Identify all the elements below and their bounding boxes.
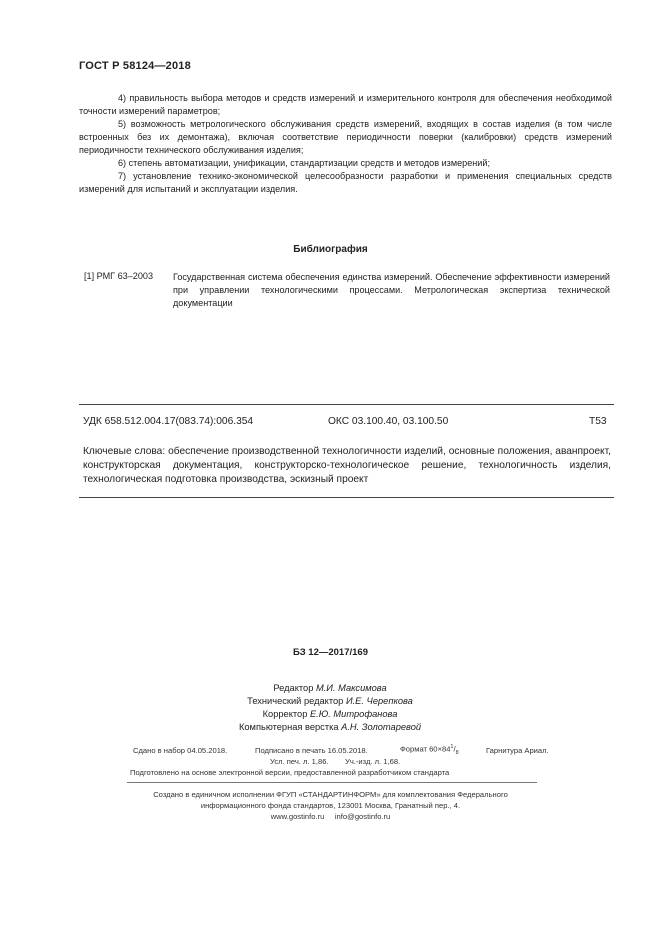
- print-typeface: Гарнитура Ариал.: [486, 746, 549, 755]
- bibliography-ref-number: [1] РМГ 63–2003: [84, 271, 154, 281]
- classification-code: Т53: [589, 416, 607, 427]
- standard-code: ГОСТ Р 58124—2018: [79, 60, 191, 72]
- publisher-sheets: Уч.-изд. л. 1,68.: [345, 757, 401, 766]
- list-item: 6) степень автоматизации, унификации, стандартизации средств и методов измерений;: [118, 158, 490, 168]
- credit-corrector: [150, 709, 510, 719]
- print-signed: Подписано в печать 16.05.2018.: [255, 746, 368, 755]
- publisher-line-1: Создано в единичном исполнении ФГУП «СТАНДАРТИНФОРМ» для комплектования Федерального: [153, 790, 508, 799]
- list-item: 5) возможность метрологического обслуживания средств измерений, входящих в состав изделия (в том числе встроенных без их демонтажа), включая соответствие периодичности поверки (калибровки) средств измерений периодичности технического обслуживания изделия;: [79, 119, 612, 155]
- publisher-line-2: информационного фонда стандартов, 123001 Москва, Гранатный пер., 4.: [200, 801, 461, 810]
- credit-name: М.И. Максимова: [315, 683, 387, 693]
- format-sup: 1: [450, 744, 454, 750]
- list-item: 4) правильность выбора методов и средств измерений и измерительного контроля для обеспечения необходимой точности измерений параметров;: [79, 93, 612, 116]
- credit-editor: [150, 683, 510, 693]
- oks-code: ОКС 03.100.40, 03.100.50: [328, 416, 449, 427]
- credit-tech-editor: [150, 696, 510, 706]
- list-item: 7) установление технико-экономической целесообразности разработки и применения специальных средств измерений для испытаний и эксплуатации изделия.: [79, 171, 612, 194]
- udk-code: УДК 658.512.004.17(083.74):006.354: [83, 416, 254, 427]
- print-prepared: Подготовлено на основе электронной версии, предоставленной разработчиком стандарта: [130, 768, 450, 777]
- credit-layout: [150, 722, 510, 732]
- bibliography-ref-text: Государственная система обеспечения единства измерений. Обеспечение эффективности измерений при управлении технологическими процессами. Метрологическая экспертиза технической документации: [173, 272, 610, 308]
- publisher-website[interactable]: www.gostinfo.ru: [270, 812, 325, 821]
- format-sub: 8: [455, 750, 459, 757]
- divider-bottom: [79, 497, 614, 498]
- format-label: Формат 60×84: [400, 744, 451, 754]
- bz-number: БЗ 12—2017/169: [293, 647, 368, 658]
- publisher-contacts: [0, 812, 661, 821]
- credit-name: А.Н. Золотаревой: [341, 722, 422, 732]
- credit-name: Е.Ю. Митрофанова: [309, 709, 398, 719]
- credit-name: И.Е. Черепкова: [345, 696, 413, 706]
- divider-publisher: [127, 782, 537, 783]
- keywords: Ключевые слова: обеспечение производственной технологичности изделий, основные положения, аванпроект, конструкторская документация, конструкторско-технологическое решение, технологичность изделия, технологическая подготовка производства, эскизный проект: [83, 446, 611, 485]
- credit-role: Корректор: [262, 709, 308, 719]
- credit-role: Редактор: [273, 683, 314, 693]
- divider-top: [79, 404, 614, 405]
- bibliography-title: Библиография: [293, 244, 368, 255]
- credit-role: Технический редактор: [247, 696, 344, 706]
- credit-role: Компьютерная верстка: [238, 722, 339, 732]
- print-submitted: Сдано в набор 04.05.2018.: [133, 746, 228, 755]
- print-format: Формат $60\times 84^1/_8$: [400, 744, 459, 757]
- publisher-email[interactable]: info@gostinfo.ru: [334, 812, 391, 821]
- print-sheets: Усл. печ. л. 1,86.: [270, 757, 329, 766]
